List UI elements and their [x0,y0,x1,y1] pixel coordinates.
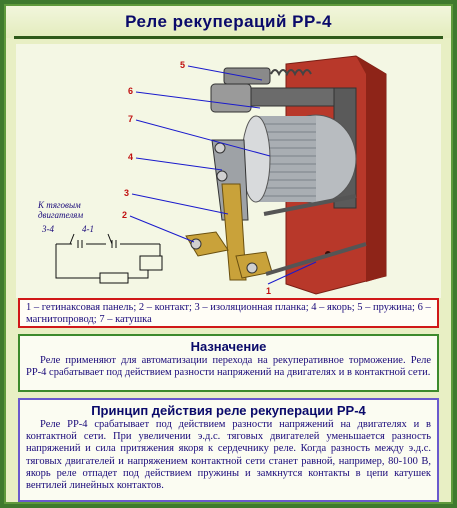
purpose-title: Назначение [190,339,267,354]
title-band [6,6,451,38]
armature-bolt-2 [217,171,227,181]
motor-label-2: двигателям [38,210,84,220]
terminal-4-1: 4-1 [82,224,94,234]
spring-bracket [224,68,270,84]
poster-frame [4,4,453,504]
callout-7: 7 [128,114,134,124]
principle-text: Реле РР-4 срабатывает под действием разности напряжений на двигателях и в контактной сети. При увеличении э.д.с. тяговых двигателей уменьшается разность напряжений и сила притяжения якоря к сердечнику реле. Когда разность между э.д.с. тяговых двигателей и напряжением контактной сети станет равной, например, 80-100 В, якорь реле отпадет под действием пружины и замкнутся контакты в цепи катушек вентилей линейных контактов. [26,419,431,492]
fixed-contact-bolt [247,263,257,273]
armature-hinge [211,84,251,112]
callout-4: 4 [128,152,134,162]
callout-1: 1 [266,286,272,296]
contact-bolt [191,239,201,249]
legend-text: 1 – гетинаксовая панель; 2 – контакт; 3 – изоляционная планка; 4 – якорь; 5 – пружина; 6 – магнитопровод; 7 – катушка [26,302,431,325]
callout-6: 6 [128,86,134,96]
terminal-3-4: 3-4 [42,224,54,234]
page-title: Реле рекупераций РР-4 [125,12,332,31]
principle-section [18,398,439,502]
parts-legend [18,298,439,328]
purpose-section [18,334,439,392]
callout-3: 3 [124,188,130,198]
motor-label-1: К тяговым [38,200,81,210]
title-divider [14,36,443,39]
callout-5: 5 [180,60,186,70]
principle-title: Принцип действия реле рекуперации РР-4 [91,403,366,418]
purpose-text: Реле применяют для автоматизации перехода на рекуперативное торможение. Реле РР-4 срабатывает под действием разности напряжений на двигателях и в контактной сети. [26,355,431,379]
relay-drawing [16,44,441,298]
callout-2: 2 [122,210,128,220]
armature-bolt-1 [215,143,225,153]
relay-illustration [16,44,441,298]
circuit-schematic [56,234,162,283]
